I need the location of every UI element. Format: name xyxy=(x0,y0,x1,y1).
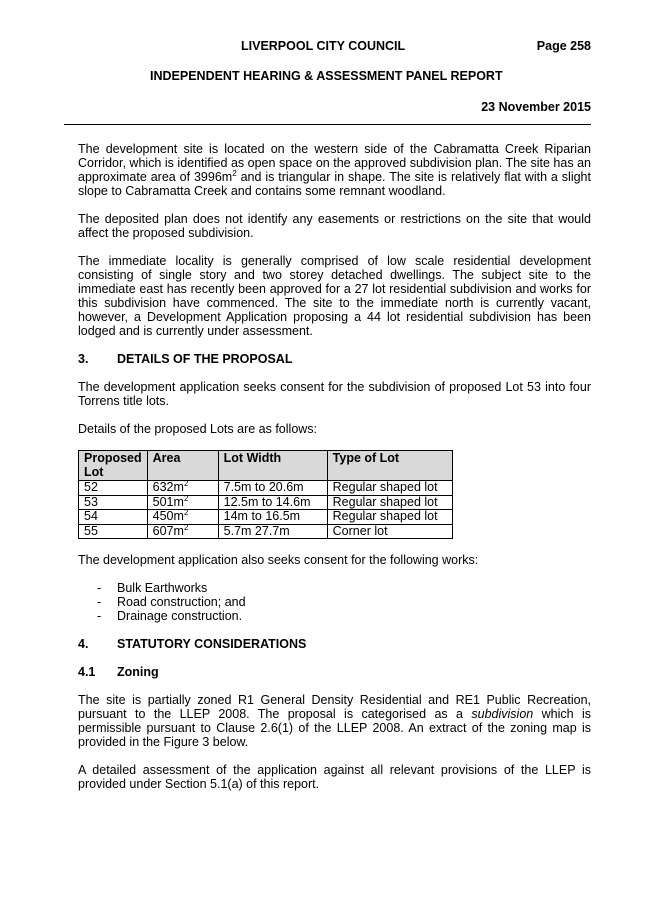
section-heading-4: 4. STATUTORY CONSIDERATIONS xyxy=(78,637,307,651)
list-item: - Road construction; and xyxy=(97,595,246,609)
document-body xyxy=(78,142,591,805)
lots-table xyxy=(78,450,453,539)
paragraph-assessment: A detailed assessment of the application against all relevant provisions of the LLEP is provided under Section 5.1(a) of this report. xyxy=(78,763,591,791)
page-number: Page 258 xyxy=(536,39,591,53)
paragraph-works-intro: The development application also seeks consent for the following works: xyxy=(78,553,479,567)
table-row: 55 $607m^2$ 5.7m 27.7m Corner lot xyxy=(79,524,453,539)
report-title: INDEPENDENT HEARING & ASSESSMENT PANEL REPORT xyxy=(150,69,503,83)
list-item: - Drainage construction. xyxy=(97,609,243,623)
paragraph-consent: The development application seeks consent for the subdivision of proposed Lot 53 into four Torrens title lots. xyxy=(78,380,591,408)
table-row: 53 $501m^2$ 12.5m to 14.6m Regular shaped lot xyxy=(79,495,453,510)
column-header-width: Lot Width xyxy=(218,451,327,481)
paragraph-zoning: The site is partially zoned R1 General Density Residential and RE1 Public Recreation, pursuant to the LLEP 2008. The proposal is categorised as a subdivision which is permissible pursuant to Clause 2.6(1) of the LLEP 2008. An extract of the zoning map is provided in the Figure 3 below. xyxy=(78,693,591,749)
column-header-area: Area xyxy=(147,451,218,481)
section-heading-4-1: 4.1 Zoning xyxy=(78,665,159,679)
header-divider xyxy=(64,124,591,125)
table-row: 54 $450m^2$ 14m to 16.5m Regular shaped lot xyxy=(79,510,453,525)
section-heading-3: 3. DETAILS OF THE PROPOSAL xyxy=(78,352,293,366)
table-header-row xyxy=(79,451,453,481)
paragraph-site-description: The development site is located on the western side of the Cabramatta Creek Riparian Corridor, which is identified as open space on the approved subdivision plan. The site has an approximate area of $3996m^2$ and is triangular in shape. The site is relatively flat with a slight slope to Cabramatta Creek and contains some remnant woodland. xyxy=(78,142,591,198)
column-header-type: Type of Lot xyxy=(327,451,452,481)
table-row: 52 $632m^2$ 7.5m to 20.6m Regular shaped lot xyxy=(79,481,453,496)
list-item: - Bulk Earthworks xyxy=(97,581,208,595)
works-list xyxy=(78,581,591,623)
report-date: 23 November 2015 xyxy=(481,100,591,114)
column-header-lot: Proposed Lot xyxy=(79,451,148,481)
paragraph-lots-intro: Details of the proposed Lots are as follows: xyxy=(78,422,318,436)
paragraph-easements: The deposited plan does not identify any easements or restrictions on the site that would affect the proposed subdivision. xyxy=(78,212,591,240)
council-name: LIVERPOOL CITY COUNCIL xyxy=(241,39,406,53)
paragraph-locality: The immediate locality is generally comprised of low scale residential development consisting of single story and two storey detached dwellings. The subject site to the immediate east has recently been approved for a 27 lot residential subdivision and works for this subdivision have commenced. The site to the immediate north is currently vacant, however, a Development Application proposing a 44 lot residential subdivision has been lodged and is currently under assessment. xyxy=(78,254,591,338)
